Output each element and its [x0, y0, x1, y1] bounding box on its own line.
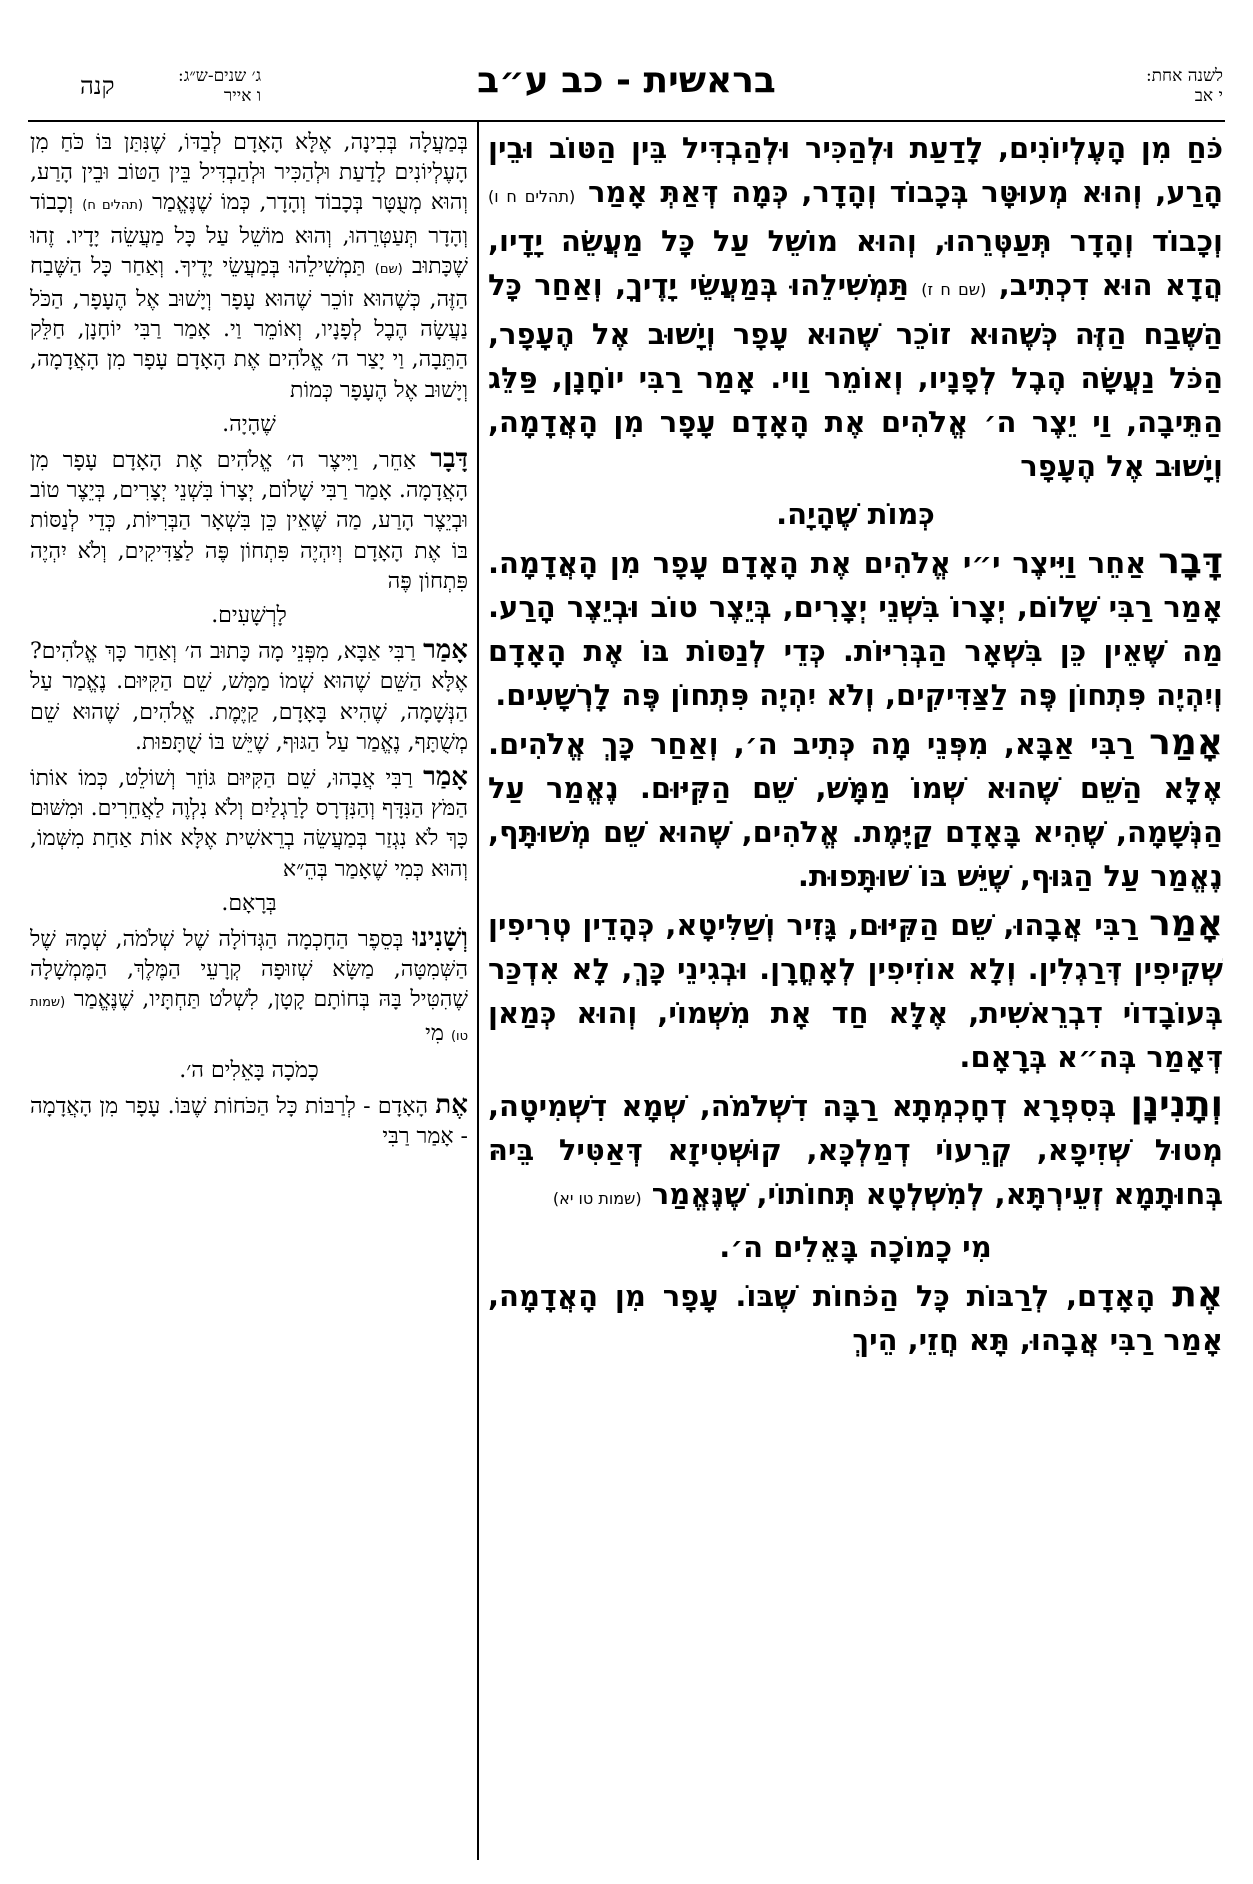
opening-word: וְשָׁנִינוּ — [412, 923, 468, 954]
schedule-date: ו אייר — [223, 86, 262, 106]
paragraph: אָמַר רַבִּי אַבָּא, מִפְּנֵי מָה כְּתִיב ה׳, וְאַחַר כָּךְ אֱלֹהִים. אֶלָּא הַשֵּׁם שֶׁהוּא שְׁמוֹ מַמָּשׁ, שֵׁם הַקִּיּוּם. נֶאֱמַר עַל הַנְּשָׁמָה, שֶׁהִיא בָּאָדָם קַיֶּמֶת. אֱלֹהִים, שֶׁהוּא שֵׁם מְשׁוּתָּף, נֶאֱמַר עַל הַגּוּף, שֶׁיֵּשׁ בּוֹ שׁוּתָּפוּת. — [488, 722, 1223, 893]
main-column-aramaic — [488, 126, 1223, 1866]
verse-reference: (שמות טו יא) — [552, 1189, 642, 1208]
paragraph-end: כָמֹכָה בָּאֵלִים ה׳. — [179, 1057, 319, 1083]
paragraph: דָּבָר אַחֵר וַיִּיצֶר י״י אֱלֹהִים אֶת הָאָדָם עָפָר מִן הָאֲדָמָה. אָמַר רַבִּי שָׁלוֹם, יְצָרוֹ בִּשְׁנֵי יְצָרִים, בְּיֵצֶר טוֹב וּבְיֵצֶר הָרַע. מַה שֶּׁאֵין כֵּן בִּשְׁאָר הַבְּרִיּוֹת. כְּדֵי לְנַסּוֹת בּוֹ אֶת הָאָדָם וְיִהְיֶה פִּתְחוֹן פֶּה לַצַּדִּיקִים, וְלֹא יִהְיֶה פִּתְחוֹן פֶּה לָרְשָׁעִים. — [488, 541, 1223, 712]
verse-reference: (שם ח ז) — [921, 280, 987, 299]
opening-word: דָּבָר — [1158, 541, 1223, 582]
daily-schedule-three-years — [178, 66, 261, 106]
verse-reference: (שם) — [374, 261, 403, 277]
paragraph: בְּמַעֲלָה בְּבִינָה, אֶלָּא הָאָדָם לְבַדּוֹ, שֶׁנִּתַּן בּוֹ כֹּחַ מִן הָעֶלְיוֹנִים לָדַעַת וּלְהַכִּיר וּלְהַבְדִּיל בֵּין הַטּוֹב וּבֵין הָרַע, וְהוּא מְעֻטָּר בְּכָבוֹד וְהָדָר, כְּמוֹ שֶׁנֶּאֱמַר (תהלים ח) וְכָבוֹד וְהָדָר תְּעַטְּרֵהוּ, וְהוּא מוֹשֵׁל עַל כָּל מַעֲשֵׂה יָדָיו. זֶהוּ שֶׁכָּתוּב (שם) תַּמְשִׁילֵהוּ בְּמַעֲשֵׂי יָדֶיךָ. וְאַחַר כָּל הַשֶּׁבַח הַזֶּה, כְּשֶׁהוּא זוֹכֵר שֶׁהוּא עָפָר וְיָשׁוּב אֶל הֶעָפָר, הַכֹּל נַעֲשָׂה הֶבֶל לְפָנָיו, וְאוֹמֵר וַי. אָמַר רַבִּי יוֹחָנָן, חַלֵּק הַתֵּבָה, וַי יָצַר ה׳ אֱלֹהִים אֶת הָאָדָם עָפָר מִן הָאֲדָמָה, וְיָשׁוּב אֶל הֶעָפָר כְּמוֹת — [30, 130, 468, 403]
paragraph: כֹּחַ מִן הָעֶלְיוֹנִים, לָדַעַת וּלְהַכִּיר וּלְהַבְדִּיל בֵּין הַטּוֹב וּבֵין הָרַע, וְהוּא מְעוּטָּר בְּכָבוֹד וְהָדָר, כְּמָה דְּאַתְּ אָמַר (תהלים ח ו) וְכָבוֹד וְהָדָר תְּעַטְּרֵהוּ, וְהוּא מוֹשֵׁל עַל כָּל מַעֲשֵׂה יָדָיו, הֲדָא הוּא דִכְתִיב, (שם ח ז) תַּמְשִׁילֵהוּ בְּמַעֲשֵׂי יָדֶיךָ, וְאַחַר כָּל הַשֶּׁבַח הַזֶּה כְּשֶׁהוּא זוֹכֵר שֶׁהוּא עָפָר וְיָשׁוּב אֶל הֶעָפָר, הַכֹּל נַעֲשָׂה הֶבֶל לְפָנָיו, וְאוֹמֵר וַוי. אָמַר רַבִּי יוֹחָנָן, פַּלֵּג הַתֵּיבָה, וַי יֵצֶר ה׳ אֱלֹהִים אֶת הָאָדָם עָפָר מִן הָאֲדָמָה, וְיָשׁוּב אֶל הֶעָפָר — [488, 131, 1223, 483]
schedule-date: י אב — [1194, 86, 1223, 106]
paragraph: אֶת הָאָדָם - לְרַבּוֹת כָּל הַכֹּחוֹת שֶׁבּוֹ. עָפָר מִן הָאֲדָמָה - אָמַר רַבִּי — [30, 1090, 468, 1150]
paragraph-end: שֶׁהָיָה. — [222, 411, 276, 437]
paragraph-end: לָרְשָׁעִים. — [211, 603, 287, 629]
paragraph: אֶת הָאָדָם, לְרַבּוֹת כָּל הַכֹּחוֹת שֶׁבּוֹ. עָפָר מִן הָאֲדָמָה, אָמַר רַבִּי אֲבָהוּ, תָּא חֲזֵי, הֵיךְ — [488, 1274, 1223, 1357]
page-title: בראשית - כב ע״ב — [477, 60, 776, 101]
opening-word: וְתָנִינָן — [1130, 1084, 1223, 1125]
schedule-label: ג׳ שנים-ש״ג: — [178, 66, 262, 86]
paragraph: דָּבָר אַחֵר, וַיִּיצֶר ה׳ אֱלֹהִים אֶת הָאָדָם עָפָר מִן הָאֲדָמָה. אָמַר רַבִּי שָׁלוֹם, יְצָרוֹ בִּשְׁנֵי יְצָרִים, בְּיֵצֶר טוֹב וּבְיֵצֶר הָרַע, מַה שֶּׁאֵין כֵּן בִּשְׁאָר הַבְּרִיּוֹת, כְּדֵי לְנַסּוֹת בּוֹ אֶת הָאָדָם וְיִהְיֶה פִּתְחוֹן פֶּה לַצַּדִּיקִים, וְלֹא יִהְיֶה פִּתְחוֹן פֶּה — [30, 444, 468, 594]
page-header — [28, 60, 1225, 116]
side-column-translation — [30, 128, 468, 1858]
header-rule — [28, 120, 1225, 122]
verse-reference: (תהלים ח) — [82, 198, 144, 214]
paragraph: אָמַר רַבִּי אַבָּא, מִפְּנֵי מָה כָּתוּב ה׳ וְאַחַר כָּךְ אֱלֹהִים? אֶלָּא הַשֵּׁם שֶׁהוּא שְׁמוֹ מַמָּשׁ, שֵׁם הַקִּיּוּם. נֶאֱמַר עַל הַנְּשָׁמָה, שֶׁהִיא בָּאָדָם, קַיֶּמֶת. אֱלֹהִים, שֶׁהוּא שֵׁם מְשֻׁתָּף, נֶאֱמַר עַל הַגּוּף, שֶׁיֵּשׁ בּוֹ שֻׁתָּפוּת. — [30, 635, 468, 755]
opening-word: אֶת — [1172, 1274, 1223, 1315]
paragraph: וְתָנִינָן בְּסִפְרָא דְחָכְמְתָא רַבָּה דִשְׁלֹמֹה, שְׁמָא דִשְׁמִיטָה, מְטוּל שְׁזִיפָא, קְרֵעוֹי דְמַלְכָּא, קוּשְׁטִיזָא דְּאַטִּיל בֵּיהּ בְּחוּתָמָא זְעֵירְתָּא, לְמִשְׁלְטָא תְּחוֹתוֹי, שֶׁנֶּאֱמַר (שמות טו יא) — [488, 1084, 1223, 1211]
paragraph-end: מִי כָמוֹכָה בָּאֵלִים ה׳. — [719, 1230, 992, 1264]
opening-word: אָמַר — [423, 762, 468, 793]
schedule-label: לשנה אחת: — [1145, 66, 1223, 86]
verse-reference: (תהלים ח ו) — [488, 187, 576, 206]
opening-word: אֶת — [435, 1090, 468, 1121]
opening-word: אָמַר — [1149, 722, 1223, 763]
paragraph: וְשָׁנִינוּ בְּסֵפֶר הַחָכְמָה הַגְּדוֹלָה שֶׁל שְׁלֹמֹה, שְׁמָהּ שֶׁל הַשְּׁמִטָּה, מַשָּׂא שְׁזוּפָה קְרָעֵי הַמֶּלֶךְ, הַמֶּמְשָׁלָה שֶׁהִטִּיל בָּהּ בְּחוֹתָם קָטָן, לִשְׁלֹט תַּחְתָּיו, שֶׁנֶּאֱמַר (שמות טו) מִי — [30, 923, 468, 1046]
paragraph: אָמַר רַבִּי אֲבָהוּ, שֵׁם הַקִּיּוּם גּוֹזֵר וְשׁוֹלֵט, כְּמוֹ אוֹתוֹ הַמֹּץ הַנִּדָּף וְהַנִּדְרָס לָרַגְלַיִם וְלֹא נִלְוֶה לַאֲחֵרִים. וּמִשּׁוּם כָּךְ לֹא נִגְזַר בְּמַעֲשֵׂה בְרֵאשִׁית אֶלָּא אוֹת אַחַת מִשְּׁמוֹ, וְהוּא כְּמִי שֶׁאָמַר בְּהֵ״א — [30, 762, 468, 882]
column-divider — [477, 120, 479, 1860]
page-number: קנה — [80, 72, 115, 100]
paragraph-end: בְּרָאָם. — [221, 890, 277, 916]
paragraph: אָמַר רַבִּי אֲבָהוּ, שֵׁם הַקִּיּוּם, גָּזִיר וְשַׁלִּיטָא, כְּהָדֵין טְרִיפִין שְׁקִיפִין דְּרַגְלִין. וְלָא אוֹזִיפִין לְאָחֳרָן. וּבְגִינֵי כָּךְ, לָא אִדְכַּר בְּעוֹבָדוֹי דִבְרֵאשִׁית, אֶלָּא חַד אָת מִשְּׁמוֹי, וְהוּא כְּמַאן דְּאָמַר בְּה״א בְּרָאָם. — [488, 903, 1223, 1074]
verse-reference: (שמות טו) — [30, 995, 468, 1044]
opening-word: דָּבָר — [430, 444, 468, 475]
paragraph-end: כְּמוֹת שֶׁהָיָה. — [776, 497, 935, 531]
opening-word: אָמַר — [1149, 903, 1223, 944]
opening-word: אָמַר — [423, 635, 468, 666]
